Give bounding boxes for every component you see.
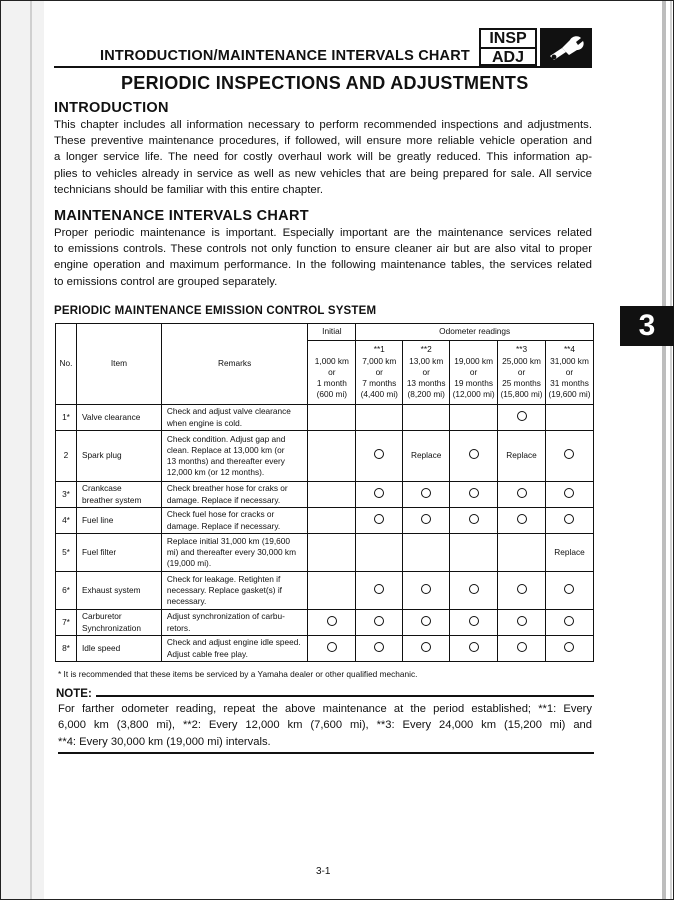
interval-mark-cell <box>498 610 546 636</box>
row-item <box>76 636 161 662</box>
interval-mark-cell <box>450 405 498 431</box>
cell-text-line: mi) and thereafter every 30,000 km <box>166 546 296 557</box>
table-title: PERIODIC MAINTENANCE EMISSION CONTROL SYSTEM <box>54 305 377 317</box>
row-remarks <box>161 610 308 636</box>
note-bottom-rule <box>58 752 594 754</box>
cell-text-line: Adjust synchronization of carbu- <box>166 611 285 622</box>
table-row <box>56 431 594 482</box>
interval-mark-cell <box>545 636 593 662</box>
cell-text-line: clean. Replace at 13,000 km (or <box>166 444 285 455</box>
cell-text-line: or <box>517 366 526 377</box>
maintenance-line: to emissions controls. These controls not only function to ensure cleaner air but are also vital to proper <box>54 243 592 256</box>
note-text <box>58 701 592 750</box>
cell-text-line: or <box>422 366 430 377</box>
cell-text-line: 7,000 km <box>362 355 397 366</box>
header-row <box>56 324 594 341</box>
badge-top-label: INSP <box>489 30 527 47</box>
interval-mark-cell <box>545 431 593 482</box>
cell-text-line: Valve clearance <box>81 411 141 422</box>
cell-text-line: 19 months <box>454 378 493 388</box>
table-row <box>56 636 594 662</box>
check-circle-icon <box>421 514 431 524</box>
row-remarks <box>161 636 308 662</box>
cell-text-line: Check and adjust engine idle speed. <box>166 637 301 648</box>
cell-text-line: Item <box>110 358 127 369</box>
introduction-heading: INTRODUCTION <box>54 100 169 116</box>
cell-text-line: 25,000 km <box>502 355 541 366</box>
row-number <box>56 508 77 534</box>
cell-text-line: 13 months) and thereafter every <box>166 456 285 466</box>
cell-text-line: 13,00 km <box>409 355 444 366</box>
interval-mark-cell <box>403 534 450 572</box>
interval-mark-cell <box>356 482 403 508</box>
check-circle-icon <box>421 616 431 626</box>
cell-text-line: Replace <box>506 450 537 461</box>
cell-text-line: 12,000 km (or 12 months). <box>166 467 265 478</box>
interval-mark-cell <box>356 636 403 662</box>
page-number: 3-1 <box>316 866 331 877</box>
wrench-hand-icon <box>540 28 592 66</box>
cell-text-line: Replace <box>554 546 585 557</box>
cell-text-line: Idle speed <box>81 642 121 653</box>
check-circle-icon <box>374 616 384 626</box>
check-circle-icon <box>469 514 479 524</box>
row-item <box>76 610 161 636</box>
cell-text-line: 13 months <box>406 378 446 389</box>
cell-text-line: damage. Replace if necessary. <box>166 520 281 531</box>
interval-mark-cell <box>308 534 356 572</box>
interval-cell <box>498 341 546 405</box>
cell-text-line: **3 <box>515 344 528 355</box>
cell-text-line: Adjust cable free play. <box>166 648 248 659</box>
cell-text-line: **2 <box>420 344 432 355</box>
cell-text-line: when engine is cold. <box>166 417 243 428</box>
check-circle-icon <box>517 514 527 524</box>
cell-text-line: Crankcase <box>81 483 122 494</box>
cell-text-line: Check and adjust valve clearance <box>166 406 291 417</box>
interval-cell <box>356 341 403 405</box>
cell-text-line: necessary. <box>166 596 207 607</box>
interval-mark-cell <box>498 405 546 431</box>
interval-cell <box>545 341 593 405</box>
row-number <box>56 610 77 636</box>
check-circle-icon <box>517 488 527 498</box>
interval-mark-cell <box>403 572 450 610</box>
cell-text-line: necessary. Replace gasket(s) if <box>166 584 282 595</box>
maintenance-line: to emissions control are grouped separately. <box>54 275 278 288</box>
page-title: PERIODIC INSPECTIONS AND ADJUSTMENTS <box>121 73 529 93</box>
row-remarks <box>161 534 308 572</box>
cell-text-line: 19,000 km <box>454 355 493 366</box>
interval-mark-cell <box>545 572 593 610</box>
cell-text-line: 31 months <box>550 378 589 389</box>
interval-mark-cell <box>450 482 498 508</box>
check-circle-icon <box>469 449 479 459</box>
interval-mark-cell <box>450 610 498 636</box>
interval-mark-cell <box>403 482 450 508</box>
badge-bottom-label: ADJ <box>491 49 524 66</box>
interval-mark-cell <box>545 610 593 636</box>
cell-text-line: (15,800 mi) <box>500 389 543 400</box>
table-row <box>56 534 594 572</box>
header-rule <box>54 66 592 68</box>
cell-text-line: Check fuel hose for cracks or <box>166 509 275 520</box>
maintenance-table <box>55 323 594 662</box>
cell-text-line: 7 months <box>362 378 397 389</box>
cell-text-line: or <box>565 366 574 377</box>
interval-mark-cell <box>498 572 546 610</box>
chapter-tab: 3 <box>620 306 674 346</box>
interval-mark-cell <box>450 572 498 610</box>
cell-text-line: Fuel line <box>81 514 114 525</box>
cell-text-line: **4 <box>563 344 576 355</box>
check-circle-icon <box>327 642 337 652</box>
interval-mark-cell <box>545 482 593 508</box>
check-circle-icon <box>374 488 384 498</box>
cell-text-line: Remarks <box>218 358 252 369</box>
note-line: **4: Every 30,000 km (19,000 mi) intervals. <box>58 735 271 748</box>
note-rule <box>96 695 594 697</box>
check-circle-icon <box>517 411 527 421</box>
header-no <box>56 324 77 405</box>
cell-text-line: (12,000 mi) <box>452 389 495 400</box>
cell-text-line: Synchronization <box>81 622 142 633</box>
table-body <box>56 324 594 662</box>
introduction-line: plies to vehicles already in service as well as new vehicles that are being prepared for sale. All service <box>54 167 592 180</box>
cell-text-line: (19,000 mi). <box>166 558 212 569</box>
cell-text-line: 2 <box>63 450 69 461</box>
interval-mark-cell <box>356 508 403 534</box>
cell-text-line: 6* <box>62 584 70 595</box>
check-circle-icon <box>374 514 384 524</box>
note-label: NOTE: <box>56 688 92 700</box>
header-initial <box>308 324 356 341</box>
interval-mark-cell <box>308 508 356 534</box>
row-number <box>56 636 77 662</box>
interval-mark-cell <box>403 508 450 534</box>
interval-mark-cell <box>498 636 546 662</box>
interval-mark-cell <box>356 534 403 572</box>
cell-text-line: 3* <box>62 488 70 499</box>
cell-text-line: 1 month <box>316 378 347 388</box>
interval-mark-cell <box>308 610 356 636</box>
introduction-paragraph <box>54 117 592 198</box>
cell-text-line: Exhaust system <box>81 584 141 595</box>
interval-mark-cell <box>308 482 356 508</box>
table-row <box>56 405 594 431</box>
maintenance-line: engine operation and maximum performance. In the following maintenance tables, the services related <box>54 259 592 272</box>
introduction-line: This chapter includes all information necessary to perform recommended inspections and adjustments. <box>54 119 592 131</box>
row-number <box>56 482 77 508</box>
row-number <box>56 534 77 572</box>
cell-text-line: Replace <box>410 450 442 461</box>
insp-adj-badge <box>479 28 537 66</box>
interval-mark-cell <box>498 431 546 482</box>
table-row <box>56 610 594 636</box>
interval-mark-cell <box>356 405 403 431</box>
cell-text-line: retors. <box>166 622 191 633</box>
row-remarks <box>161 405 308 431</box>
check-circle-icon <box>374 449 384 459</box>
interval-mark-cell <box>498 534 546 572</box>
interval-mark-cell <box>403 431 450 482</box>
interval-mark-cell <box>498 482 546 508</box>
check-circle-icon <box>564 584 574 594</box>
interval-mark-cell <box>308 405 356 431</box>
table-row <box>56 482 594 508</box>
interval-mark-cell <box>545 405 593 431</box>
cell-text-line: (4,400 mi) <box>360 389 398 400</box>
row-number <box>56 405 77 431</box>
cell-text-line <box>452 345 495 356</box>
introduction-line: technicians should be familiar with this entire chapter. <box>54 183 324 196</box>
check-circle-icon <box>517 584 527 594</box>
interval-cell <box>450 341 498 405</box>
row-remarks <box>161 431 308 482</box>
row-item <box>76 405 161 431</box>
check-circle-icon <box>517 642 527 652</box>
cell-text-line: Check for leakage. Retighten if <box>166 573 281 584</box>
cell-text-line: **1 <box>373 344 385 355</box>
cell-text-line <box>310 345 353 356</box>
cell-text-line: 25 months <box>502 378 541 389</box>
cell-text-line: Replace initial 31,000 km (19,600 <box>166 535 291 546</box>
interval-mark-cell <box>356 610 403 636</box>
cell-text-line: Carburetor <box>81 611 122 622</box>
cell-text-line: Fuel filter <box>81 546 117 557</box>
interval-mark-cell <box>450 636 498 662</box>
interval-mark-cell <box>308 431 356 482</box>
interval-mark-cell <box>356 431 403 482</box>
cell-text-line: 1,000 km <box>314 355 349 366</box>
interval-cell <box>403 341 450 405</box>
cell-text-line: (8,200 mi) <box>407 389 445 400</box>
interval-mark-cell <box>545 508 593 534</box>
cell-text-line: 1* <box>62 411 70 422</box>
check-circle-icon <box>469 488 479 498</box>
check-circle-icon <box>421 584 431 594</box>
header-remarks <box>161 324 308 405</box>
cell-text-line: Odometer readings <box>439 326 511 337</box>
check-circle-icon <box>469 642 479 652</box>
row-remarks <box>161 482 308 508</box>
check-circle-icon <box>469 584 479 594</box>
interval-mark-cell <box>403 610 450 636</box>
table-row <box>56 572 594 610</box>
row-number <box>56 572 77 610</box>
check-circle-icon <box>564 488 574 498</box>
check-circle-icon <box>374 642 384 652</box>
check-circle-icon <box>469 616 479 626</box>
note-line: For farther odometer reading, repeat the above maintenance at the period established; **1: Every <box>58 703 592 715</box>
interval-mark-cell <box>450 534 498 572</box>
cell-text-line: No. <box>59 358 73 369</box>
cell-text-line: or <box>328 366 336 377</box>
check-circle-icon <box>374 584 384 594</box>
cell-text-line: 31,000 km <box>550 355 589 366</box>
interval-mark-cell <box>308 636 356 662</box>
interval-mark-cell <box>308 572 356 610</box>
cell-text-line: damage. Replace if necessary. <box>166 494 281 505</box>
header-odometer <box>356 324 594 341</box>
cell-text-line: Check breather hose for craks or <box>166 483 288 494</box>
interval-mark-cell <box>403 636 450 662</box>
table-footnote: * It is recommended that these items be serviced by a Yamaha dealer or other qualified mechanic. <box>58 669 418 679</box>
interval-mark-cell <box>498 508 546 534</box>
cell-text-line: or <box>469 366 478 377</box>
check-circle-icon <box>564 616 574 626</box>
maintenance-heading: MAINTENANCE INTERVALS CHART <box>54 208 309 224</box>
introduction-line: a longer service life. The need for costly overhaul work will be greatly reduced. This information ap- <box>54 151 592 164</box>
cell-text-line: 5* <box>62 546 70 557</box>
row-remarks <box>161 508 308 534</box>
check-circle-icon <box>564 642 574 652</box>
interval-mark-cell <box>545 534 593 572</box>
maintenance-line: Proper periodic maintenance is important. Especially important are the maintenance services related <box>54 227 592 239</box>
table-row <box>56 508 594 534</box>
row-item <box>76 572 161 610</box>
interval-mark-cell <box>403 405 450 431</box>
row-item <box>76 431 161 482</box>
cell-text-line: Check condition. Adjust gap and <box>166 433 286 444</box>
check-circle-icon <box>564 449 574 459</box>
row-item <box>76 482 161 508</box>
cell-text-line: Spark plug <box>81 450 122 461</box>
interval-mark-cell <box>450 508 498 534</box>
check-circle-icon <box>421 642 431 652</box>
check-circle-icon <box>421 488 431 498</box>
cell-text-line: Initial <box>322 326 342 337</box>
cell-text-line: (600 mi) <box>316 389 348 400</box>
row-number <box>56 431 77 482</box>
header-item <box>76 324 161 405</box>
interval-cell <box>308 341 356 405</box>
interval-mark-cell <box>356 572 403 610</box>
row-item <box>76 508 161 534</box>
cell-text-line: or <box>375 366 383 377</box>
check-circle-icon <box>327 616 337 626</box>
row-item <box>76 534 161 572</box>
cell-text-line: 7* <box>62 616 70 627</box>
cell-text-line: (19,600 mi) <box>548 389 591 400</box>
section-header-title: INTRODUCTION/MAINTENANCE INTERVALS CHART <box>100 48 470 64</box>
cell-text-line: 4* <box>62 514 70 525</box>
interval-mark-cell <box>450 431 498 482</box>
row-remarks <box>161 572 308 610</box>
cell-text-line: 8* <box>62 642 70 653</box>
check-circle-icon <box>517 616 527 626</box>
maintenance-paragraph <box>54 225 592 290</box>
cell-text-line: breather system <box>81 494 142 505</box>
check-circle-icon <box>564 514 574 524</box>
note-line: 6,000 km (3,800 mi), **2: Every 12,000 km (7,600 mi), **3: Every 24,000 km (15,200 mi) and <box>58 719 592 732</box>
introduction-line: These preventive maintenance procedures, if followed, will ensure more reliable vehicle operation and <box>54 135 592 148</box>
